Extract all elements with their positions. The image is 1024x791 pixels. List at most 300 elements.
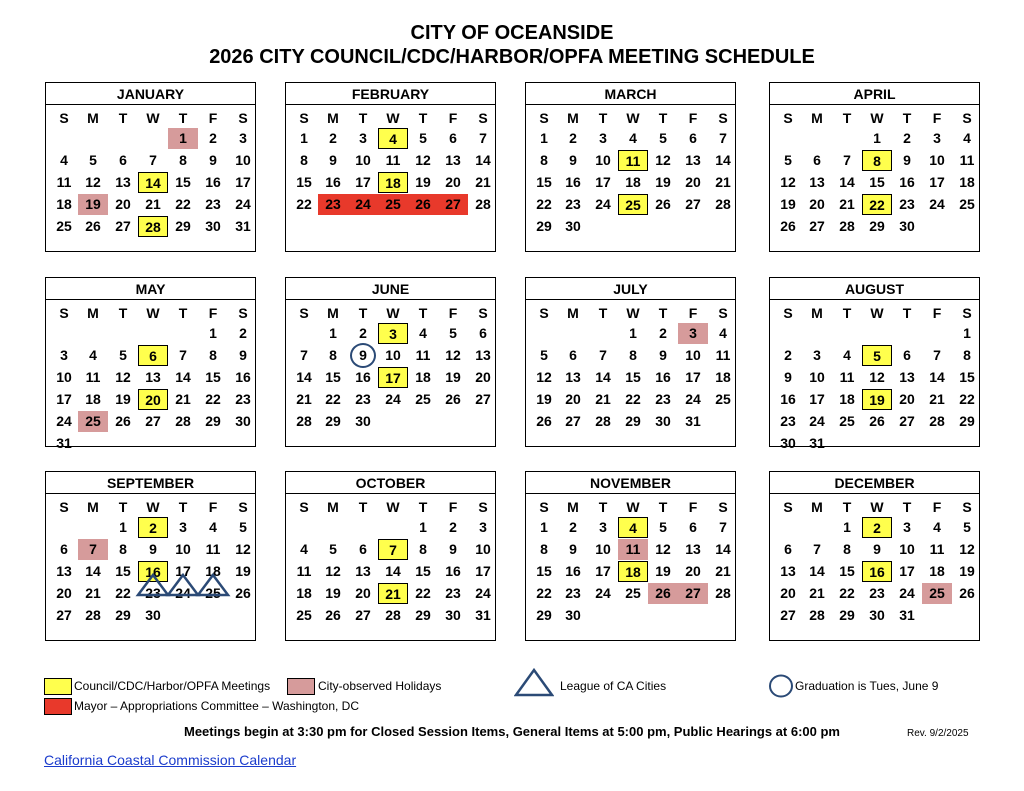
weekday-header: F <box>688 499 698 515</box>
calendar-day: 13 <box>115 174 131 190</box>
weekday-header: M <box>87 110 99 126</box>
calendar-day: 14 <box>475 152 491 168</box>
calendar-day-meeting: 16 <box>862 561 892 582</box>
weekday-header: S <box>718 305 728 321</box>
calendar-day: 21 <box>929 391 945 407</box>
calendar-day: 16 <box>565 563 581 579</box>
weekday-header: T <box>418 499 428 515</box>
calendar-day-meeting: 16 <box>138 561 168 582</box>
calendar-day: 21 <box>715 174 731 190</box>
calendar-day: 4 <box>209 519 217 535</box>
calendar-day: 6 <box>449 130 457 146</box>
weekday-header: W <box>870 305 884 321</box>
calendar-day: 16 <box>565 174 581 190</box>
calendar-day: 24 <box>235 196 251 212</box>
calendar-day: 14 <box>809 563 825 579</box>
calendar-day: 14 <box>175 369 191 385</box>
calendar-day: 7 <box>479 130 487 146</box>
weekday-header: T <box>842 499 852 515</box>
calendar-day: 23 <box>899 196 915 212</box>
weekday-header: S <box>299 499 309 515</box>
weekday-header: T <box>418 110 428 126</box>
calendar-day: 26 <box>115 413 131 429</box>
calendar-day-meeting: 5 <box>862 345 892 366</box>
calendar-day: 27 <box>115 218 131 234</box>
calendar-day: 26 <box>655 196 671 212</box>
calendar-day: 21 <box>839 196 855 212</box>
calendar-day: 19 <box>445 369 461 385</box>
calendar-day: 23 <box>565 585 581 601</box>
calendar-day: 1 <box>329 325 337 341</box>
weekday-header: F <box>448 110 458 126</box>
calendar-day: 4 <box>419 325 427 341</box>
calendar-day: 6 <box>784 541 792 557</box>
circle-icon <box>768 674 794 698</box>
calendar-day: 18 <box>415 369 431 385</box>
month-april <box>769 82 980 252</box>
revision-date: Rev. 9/2/2025 <box>907 728 969 739</box>
calendar-day: 19 <box>115 391 131 407</box>
coastal-commission-link[interactable]: California Coastal Commission Calendar <box>44 752 297 768</box>
calendar-day: 3 <box>239 130 247 146</box>
calendar-day: 19 <box>325 585 341 601</box>
calendar-day: 9 <box>449 541 457 557</box>
calendar-day: 19 <box>780 196 796 212</box>
calendar-day: 10 <box>355 152 371 168</box>
month-name: APRIL <box>853 86 896 102</box>
calendar-day: 10 <box>475 541 491 557</box>
calendar-day: 9 <box>329 152 337 168</box>
calendar-day: 4 <box>629 130 637 146</box>
calendar-day: 29 <box>625 413 641 429</box>
calendar-day: 24 <box>685 391 701 407</box>
calendar-day: 23 <box>565 196 581 212</box>
calendar-day: 30 <box>899 218 915 234</box>
calendar-day: 1 <box>209 325 217 341</box>
calendar-day: 9 <box>903 152 911 168</box>
month-june <box>285 277 496 447</box>
calendar-day: 11 <box>715 347 731 363</box>
calendar-day: 13 <box>355 563 371 579</box>
calendar-day: 8 <box>540 541 548 557</box>
weekday-header: F <box>932 499 942 515</box>
calendar-day: 11 <box>205 541 221 557</box>
calendar-day: 22 <box>325 391 341 407</box>
month-name: JANUARY <box>116 86 185 102</box>
month-february <box>285 82 496 252</box>
calendar-day-meeting: 19 <box>862 389 892 410</box>
weekday-header: S <box>478 305 488 321</box>
calendar-day: 2 <box>903 130 911 146</box>
calendar-day: 21 <box>809 585 825 601</box>
calendar-day: 15 <box>205 369 221 385</box>
weekday-header: S <box>238 499 248 515</box>
calendar-day: 4 <box>719 325 727 341</box>
calendar-day: 27 <box>355 607 371 623</box>
calendar-day: 25 <box>56 218 72 234</box>
calendar-day: 17 <box>355 174 371 190</box>
weekday-header: T <box>658 499 668 515</box>
calendar-day: 8 <box>179 152 187 168</box>
weekday-header: S <box>478 499 488 515</box>
calendar-day: 4 <box>89 347 97 363</box>
calendar-day: 8 <box>843 541 851 557</box>
calendar-day: 16 <box>655 369 671 385</box>
calendar-day: 2 <box>784 347 792 363</box>
calendar-day: 20 <box>115 196 131 212</box>
weekday-header: W <box>146 499 160 515</box>
month-march <box>525 82 736 252</box>
weekday-header: S <box>59 499 69 515</box>
calendar-day: 18 <box>625 174 641 190</box>
calendar-day: 6 <box>813 152 821 168</box>
month-name: JUNE <box>371 281 410 297</box>
calendar-day-meeting: 21 <box>378 583 408 604</box>
calendar-day: 21 <box>175 391 191 407</box>
calendar-day: 11 <box>56 174 72 190</box>
calendar-day: 5 <box>329 541 337 557</box>
weekday-header: F <box>688 305 698 321</box>
calendar-day: 2 <box>329 130 337 146</box>
weekday-header: F <box>448 305 458 321</box>
calendar-day: 20 <box>445 174 461 190</box>
calendar-day: 7 <box>599 347 607 363</box>
calendar-day: 7 <box>843 152 851 168</box>
month-divider <box>46 493 255 494</box>
weekday-header: M <box>567 110 579 126</box>
calendar-day: 15 <box>296 174 312 190</box>
calendar-day: 1 <box>629 325 637 341</box>
weekday-header: S <box>539 305 549 321</box>
calendar-day: 30 <box>565 218 581 234</box>
calendar-day: 28 <box>809 607 825 623</box>
calendar-day: 13 <box>780 563 796 579</box>
calendar-day: 12 <box>445 347 461 363</box>
month-divider <box>526 299 735 300</box>
calendar-day: 21 <box>296 391 312 407</box>
calendar-day: 16 <box>355 369 371 385</box>
calendar-day: 26 <box>445 391 461 407</box>
calendar-day: 5 <box>659 519 667 535</box>
calendar-day: 22 <box>536 585 552 601</box>
calendar-day: 15 <box>325 369 341 385</box>
weekday-header: T <box>178 305 188 321</box>
calendar-day: 27 <box>809 218 825 234</box>
calendar-day: 2 <box>659 325 667 341</box>
calendar-day: 29 <box>115 607 131 623</box>
calendar-day: 26 <box>325 607 341 623</box>
calendar-day: 16 <box>899 174 915 190</box>
calendar-day: 9 <box>149 541 157 557</box>
calendar-day: 11 <box>415 347 431 363</box>
calendar-day: 22 <box>175 196 191 212</box>
calendar-day-holiday: 26 <box>648 583 678 604</box>
weekday-header: S <box>238 305 248 321</box>
calendar-day: 8 <box>300 152 308 168</box>
calendar-day: 12 <box>85 174 101 190</box>
calendar-day: 11 <box>85 369 101 385</box>
calendar-day: 29 <box>536 607 552 623</box>
calendar-day: 20 <box>685 563 701 579</box>
page-title: CITY OF OCEANSIDE <box>410 22 614 44</box>
calendar-day: 24 <box>595 196 611 212</box>
calendar-day: 17 <box>809 391 825 407</box>
calendar-day: 21 <box>475 174 491 190</box>
calendar-day: 1 <box>540 130 548 146</box>
legend-league-label: League of CA Cities <box>560 679 667 693</box>
calendar-day: 22 <box>839 585 855 601</box>
calendar-day: 15 <box>839 563 855 579</box>
calendar-day: 17 <box>56 391 72 407</box>
calendar-day: 21 <box>715 563 731 579</box>
calendar-day: 15 <box>536 563 552 579</box>
calendar-day: 29 <box>839 607 855 623</box>
calendar-day: 10 <box>929 152 945 168</box>
month-name: NOVEMBER <box>590 475 671 491</box>
calendar-day: 9 <box>239 347 247 363</box>
calendar-day: 5 <box>119 347 127 363</box>
month-name: OCTOBER <box>355 475 426 491</box>
weekday-header: S <box>539 499 549 515</box>
calendar-day-meeting: 6 <box>138 345 168 366</box>
calendar-day: 13 <box>56 563 72 579</box>
weekday-header: W <box>146 305 160 321</box>
calendar-day: 11 <box>296 563 312 579</box>
calendar-day: 19 <box>959 563 975 579</box>
calendar-day: 6 <box>689 130 697 146</box>
calendar-day: 23 <box>445 585 461 601</box>
calendar-day: 8 <box>329 347 337 363</box>
calendar-day-mayor-trip: 26 <box>408 194 438 215</box>
month-name: MARCH <box>604 86 657 102</box>
calendar-day: 21 <box>85 585 101 601</box>
weekday-header: T <box>358 305 368 321</box>
calendar-day: 3 <box>359 130 367 146</box>
calendar-day: 31 <box>809 435 825 451</box>
month-july <box>525 277 736 447</box>
calendar-day: 10 <box>685 347 701 363</box>
calendar-day: 14 <box>385 563 401 579</box>
calendar-day: 18 <box>839 391 855 407</box>
calendar-day: 29 <box>536 218 552 234</box>
calendar-day: 17 <box>235 174 251 190</box>
calendar-day: 13 <box>685 152 701 168</box>
calendar-day: 28 <box>475 196 491 212</box>
weekday-header: W <box>870 110 884 126</box>
calendar-day: 5 <box>784 152 792 168</box>
calendar-day: 14 <box>715 541 731 557</box>
calendar-day: 14 <box>929 369 945 385</box>
calendar-day: 20 <box>780 585 796 601</box>
calendar-day: 31 <box>475 607 491 623</box>
legend-swatch-holidays <box>287 678 315 695</box>
calendar-day: 10 <box>809 369 825 385</box>
calendar-day: 25 <box>959 196 975 212</box>
weekday-header: M <box>811 305 823 321</box>
calendar-day: 23 <box>355 391 371 407</box>
calendar-day-meeting: 17 <box>378 367 408 388</box>
calendar-day-mayor-trip: 23 <box>318 194 348 215</box>
calendar-day: 1 <box>419 519 427 535</box>
calendar-day: 16 <box>205 174 221 190</box>
legend-swatch-meetings <box>44 678 72 695</box>
calendar-day: 7 <box>813 541 821 557</box>
weekday-header: M <box>87 499 99 515</box>
month-september <box>45 471 256 641</box>
calendar-day: 30 <box>565 607 581 623</box>
calendar-day: 26 <box>869 413 885 429</box>
weekday-header: T <box>418 305 428 321</box>
weekday-header: M <box>567 499 579 515</box>
calendar-day: 3 <box>903 519 911 535</box>
calendar-day: 1 <box>843 519 851 535</box>
calendar-day: 17 <box>899 563 915 579</box>
league-triangle-icon <box>197 573 229 597</box>
calendar-day-meeting: 2 <box>862 517 892 538</box>
calendar-day: 15 <box>625 369 641 385</box>
calendar-day: 9 <box>659 347 667 363</box>
calendar-day: 7 <box>719 130 727 146</box>
month-january <box>45 82 256 252</box>
calendar-day: 15 <box>869 174 885 190</box>
calendar-day: 31 <box>899 607 915 623</box>
calendar-day: 3 <box>60 347 68 363</box>
month-december <box>769 471 980 641</box>
calendar-day: 31 <box>56 435 72 451</box>
calendar-day: 28 <box>715 196 731 212</box>
calendar-day: 13 <box>445 152 461 168</box>
calendar-day: 14 <box>85 563 101 579</box>
calendar-day: 1 <box>540 519 548 535</box>
calendar-day: 25 <box>625 585 641 601</box>
calendar-day: 7 <box>719 519 727 535</box>
calendar-day: 6 <box>119 152 127 168</box>
calendar-day: 10 <box>56 369 72 385</box>
calendar-day: 30 <box>445 607 461 623</box>
calendar-day: 13 <box>145 369 161 385</box>
calendar-day: 30 <box>145 607 161 623</box>
calendar-day: 11 <box>839 369 855 385</box>
weekday-header: T <box>658 110 668 126</box>
month-name: FEBRUARY <box>351 86 430 102</box>
calendar-day: 30 <box>869 607 885 623</box>
month-divider <box>526 493 735 494</box>
weekday-header: M <box>327 305 339 321</box>
weekday-header: T <box>598 110 608 126</box>
calendar-day: 13 <box>899 369 915 385</box>
calendar-day: 6 <box>359 541 367 557</box>
calendar-day: 25 <box>198 583 228 604</box>
month-divider <box>526 104 735 105</box>
calendar-day: 16 <box>445 563 461 579</box>
weekday-header: S <box>478 110 488 126</box>
league-triangle-icon <box>137 573 169 597</box>
calendar-day: 2 <box>209 130 217 146</box>
calendar-day: 4 <box>933 519 941 535</box>
calendar-day: 31 <box>685 413 701 429</box>
calendar-day: 12 <box>959 541 975 557</box>
calendar-day: 19 <box>536 391 552 407</box>
weekday-header: M <box>811 110 823 126</box>
calendar-day-holiday: 7 <box>78 539 108 560</box>
weekday-header: F <box>208 499 218 515</box>
weekday-header: S <box>238 110 248 126</box>
calendar-day: 10 <box>175 541 191 557</box>
calendar-day: 11 <box>929 541 945 557</box>
weekday-header: F <box>688 110 698 126</box>
calendar-day: 22 <box>415 585 431 601</box>
calendar-day: 2 <box>359 325 367 341</box>
month-name: SEPTEMBER <box>106 475 195 491</box>
calendar-day: 9 <box>784 369 792 385</box>
weekday-header: F <box>932 110 942 126</box>
calendar-day: 13 <box>685 541 701 557</box>
calendar-day: 20 <box>56 585 72 601</box>
calendar-day-meeting: 4 <box>618 517 648 538</box>
calendar-day: 17 <box>175 563 191 579</box>
calendar-day: 27 <box>475 391 491 407</box>
calendar-day: 28 <box>385 607 401 623</box>
calendar-day: 3 <box>599 519 607 535</box>
calendar-day: 5 <box>419 130 427 146</box>
month-divider <box>286 493 495 494</box>
calendar-day: 23 <box>869 585 885 601</box>
calendar-day-holiday: 1 <box>168 128 198 149</box>
weekday-header: T <box>842 305 852 321</box>
calendar-day: 29 <box>959 413 975 429</box>
calendar-day: 17 <box>595 174 611 190</box>
calendar-day: 4 <box>300 541 308 557</box>
weekday-header: S <box>783 305 793 321</box>
month-name: DECEMBER <box>834 475 915 491</box>
calendar-day: 30 <box>205 218 221 234</box>
calendar-day: 26 <box>536 413 552 429</box>
calendar-day: 14 <box>296 369 312 385</box>
calendar-day: 20 <box>809 196 825 212</box>
weekday-header: S <box>718 499 728 515</box>
calendar-day: 12 <box>869 369 885 385</box>
calendar-day: 22 <box>625 391 641 407</box>
calendar-day: 8 <box>209 347 217 363</box>
calendar-day-meeting: 25 <box>618 194 648 215</box>
weekday-header: T <box>118 499 128 515</box>
month-divider <box>46 299 255 300</box>
league-triangle-icon <box>167 573 199 597</box>
calendar-day: 12 <box>115 369 131 385</box>
calendar-day: 22 <box>205 391 221 407</box>
calendar-day: 26 <box>959 585 975 601</box>
calendar-day-meeting: 14 <box>138 172 168 193</box>
calendar-day: 10 <box>595 541 611 557</box>
calendar-day: 27 <box>565 413 581 429</box>
calendar-day: 3 <box>179 519 187 535</box>
calendar-day: 19 <box>655 174 671 190</box>
weekday-header: S <box>299 305 309 321</box>
weekday-header: M <box>567 305 579 321</box>
calendar-day: 20 <box>355 585 371 601</box>
month-name: MAY <box>135 281 166 297</box>
calendar-day: 7 <box>149 152 157 168</box>
calendar-day: 15 <box>175 174 191 190</box>
calendar-day: 31 <box>235 218 251 234</box>
calendar-day: 25 <box>415 391 431 407</box>
calendar-day: 24 <box>595 585 611 601</box>
weekday-header: M <box>327 499 339 515</box>
calendar-day: 2 <box>239 325 247 341</box>
weekday-header: S <box>59 305 69 321</box>
calendar-day: 23 <box>205 196 221 212</box>
calendar-day: 10 <box>235 152 251 168</box>
